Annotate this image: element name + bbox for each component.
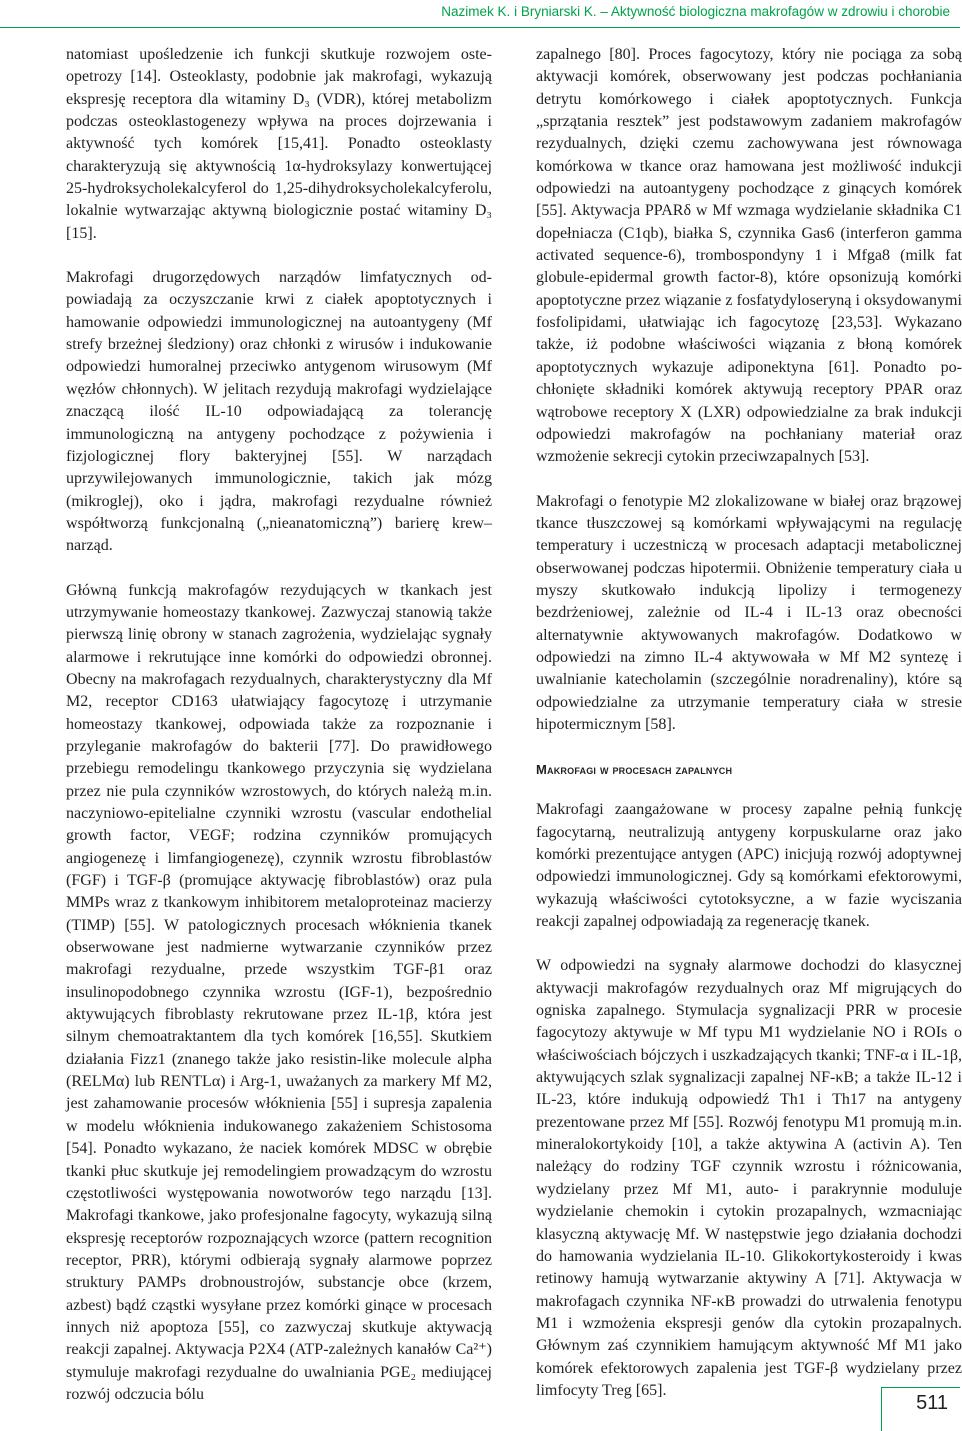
left-column <box>66 44 492 1428</box>
running-head <box>0 0 960 28</box>
right-column <box>536 44 962 1424</box>
right-paragraph-2: Makrofagi o fenotypie M2 zlokalizowane w białej oraz brązowej tkance tłuszczowej są komórkami wpływającymi na regulację temperatury i uczestniczą w procesach adaptacji metabolicznej obserwowanej podczas hipotermii. Obniżenie temperatury ciała u myszy skutkowało indukcją lipolizy i termogenezy bezdrżeniowej, zależnie od IL-4 i IL-13 oraz obecności alternatywnie aktywowanych makrofagów. Dodatkowo w odpowiedzi na zimno IL-4 aktywowała w Mf M2 syntezę i uwalnianie katecholamin (szczególnie noradrenaliny), które są odpowiedzialne za utrzymanie temperatury ciała w stresie hipotermicznym [58]. <box>536 492 962 733</box>
right-paragraph-1: zapalnego [80]. Proces fagocytozy, który nie pociąga za sobą aktywacji komórek, obserwowany jest podczas pochłaniania detrytu komórkowego i ciałek apoptotycznych. Funkcja „sprzątania resztek” jest podstawowym zadaniem makrofagów rezydualnych, dzięki czemu zachowywana jest równowaga komórkowa w tkance oraz hamowana jest możliwość indukcji odpowiedzi na autoantygeny pochodzące z ginących komórek [55]. Aktywacja PPARδ w Mf wzmaga wydzielanie składnika C1 dopełniacza (C1qb), białka S, czynnika Gas6 (interferon gamma activated sequence-6), trombospondyny 1 i Mfga8 (milk fat globule-epidermal growth factor-8), które opsonizują komórki apoptotyczne przez wiązanie z fosfatydyloseryną i oksydowanymi fosfolipidami, ułatwiając ich fagocytozę [23,53]. Wykazano także, iż podobne właściwości wiązania z błoną komórek apoptotycznych wykazuje adiponektyna [61]. Ponadto pochłonięte składniki komórek aktywują receptory PPAR oraz wątrobowe receptory X (LXR) odpowiedzialne za brak indukcji odpowiedzi makrofagów na pochłaniany materiał oraz wzmożenie sekrecji cytokin przeciwzapalnych [53]. <box>536 46 962 466</box>
page-number: 511 <box>916 1392 948 1414</box>
right-paragraph-4: W odpowiedzi na sygnały alarmowe dochodzi do klasycznej aktywacji makrofagów rezydualnych oraz Mf migrujących do ogniska zapalnego. Stymulacja sygnalizacji PRR w procesie fagocytozy aktywuje w Mf typu M1 wydzielanie NO i ROIs o właściwościach bójczych i uszkadzających tkanki; TNF-α i IL-1β, aktywujących szlak sygnalizacji zapalnej NF-κB; a także IL-12 i IL-23, które indukują odpowiedź Th1 i Th17 na antygeny prezentowane przez Mf [55]. Rozwój fenotypu M1 promują m.in. mineralokortykoidy [10], a także aktywina A (activin A). Ten należący do rodziny TGF czynnik wzrostu i różnicowania, wydzielany przez Mf M1, auto- i parakrynnie moduluje wydzielanie chemokin i cytokin prozapalnych, wzmacniając klasyczną aktywację Mf. W następstwie jego działania dochodzi do hamowania wydzielania IL-10. Glikokortykosteroidy i kwas retinowy hamują wytwarzanie aktywiny A [71]. Aktywacja w makrofagach czynnika NF-κB prowadzi do utrwalenia fenotypu M1 i wzmożenia ekspresji genów dla cytokin prozapalnych. Głównym zaś czynnikiem hamującym aktywność Mf M1 jako komórek efektorowych zapalenia jest TGF-β wydzielany przez limfocyty Treg [65]. <box>536 957 962 1399</box>
left-paragraph-2: Makrofagi drugorzędowych narządów limfatycznych odpowiadają za oczyszczanie krwi z ciałek apoptotycznych i hamowanie odpowiedzi immunologicznej na autoantygeny (Mf strefy brzeżnej śledziony) oraz chłonki z wirusów i indukowanie odpowiedzi humoralnej przeciwko antygenom wirusowym (Mf węzłów chłonnych). W jelitach rezydują makrofagi wydzielające znaczącą ilość IL-10 odpowiadającą za tolerancję immunologiczną na antygeny pochodzące z pożywienia i fizjologicznej flory bakteryjnej [55]. W narządach uprzywilejowanych immunologicznie, takich jak mózg (mikroglej), oko i jądra, makrofagi rezydualne również współtworzą funkcjonalną („nieanatomiczną”) barierę krew–narząd. <box>66 269 492 555</box>
running-head-text: Nazimek K. i Bryniarski K. – Aktywność biologiczna makrofagów w zdrowiu i chorobie <box>441 4 950 19</box>
left-paragraph-3: Główną funkcją makrofagów rezydujących w tkankach jest utrzymywanie homeostazy tkankowej. Zazwyczaj stanowią także pierwszą linię obrony w stanach zagrożenia, wydzielając sygnały alarmowe i rekrutujące inne komórki do odpowiedzi obronnej. Obecny na makrofagach rezydualnych, charakterystyczny dla Mf M2, receptor CD163 ułatwiający fagocytozę i utrzymanie homeostazy tkankowej, odpowiada także za rozpoznanie i przyleganie makrofagów do bakterii [77]. Do prawidłowego przebiegu remodelingu tkankowego przyczynia się wydzielana przez nie pula czynników wzrostowych, do których należą m.in. naczyniowo-epitelialne czynniki wzrostu (vascular endothelial growth factor, VEGF; rodzina czynników promujących angiogenezę i limfangiogenezę), czynnik wzrostu fibroblastów (FGF) i TGF-β (promujące aktywację fibroblastów) oraz pula MMPs wraz z tkankowym inhibitorem metaloproteinaz macierzy (TIMP) [55]. W patologicznych procesach włóknienia tkanek obserwowane jest nadmierne wytwarzanie czynników przez makrofagi rezydualne, przede wszystkim TGF-β1 oraz insulinopodobnego czynnika wzrostu (IGF-1), bezpośrednio aktywujących fibroblasty rekrutowane przez IL-1β, która jest silnym chemoatraktantem dla tych komórek [16,55]. Skutkiem działania Fizz1 (znanego także jako resistin-like molecule alpha (RELMα) lub RENTLα) i Arg-1, uważanych za markery Mf M2, jest zahamowanie procesów włóknienia [55] i supresja zapalenia w modelu włóknienia indukowanego zakażeniem Schistosoma [54]. Ponadto wykazano, że naciek komórek MDSC w obrębie tkanki płuc skutkuje jej remodelingiem prowadzącym do wzrostu częstotliwości występowania nowotworów tego narządu [13]. Makrofagi tkankowe, jako profesjonalne fagocyty, wykazują silną ekspresję receptorów rozpoznających wzorce (pattern recognition receptor, PRR), którymi odbierają sygnały alarmowe poprzez struktury PAMPs drobnoustrojów, substancje obce (krzem, azbest) bądź cząstki wysyłane przez komórki ginące w procesach innych niż apoptoza [55], co zazwyczaj skutkuje aktywacją reakcji zapalnej. Aktywacja P2X4 (ATP-zależnych kanałów Ca²⁺) stymuluje makrofagi rezydualne do uwalniania PGE₂ mediującej rozwój odczucia bólu <box>66 581 492 1403</box>
left-paragraph-1: natomiast upośledzenie ich funkcji skutkuje rozwojem osteopetrozy [14]. Osteoklasty, podobnie jak makrofagi, wykazują ekspresję receptora dla witaminy D₃ (VDR), której metabolizm podczas osteoklastogenezy wpływa na proces dojrzewania i aktywność tych komórek [15,41]. Ponadto osteoklasty charakteryzują się aktywnością 1α-hydroksylazy konwertującej 25-hydroksycholekalcyferol do 1,25-dihydroksycholekalcyferolu, lokalnie wytwarzając aktywną biologicznie postać witaminy D₃ [15]. <box>66 46 492 242</box>
page-number-box <box>881 1387 960 1431</box>
right-paragraph-3: Makrofagi zaangażowane w procesy zapalne pełnią funkcję fagocytarną, neutralizują antygeny korpuskularne oraz jako komórki prezentujące antygen (APC) inicjują rozwój adoptywnej odpowiedzi immunologicznej. Gdy są komórkami efektorowymi, wykazują właściwości cytotoksyczne, a w fazie wyciszania reakcji zapalnej odpowiadają za regenerację tkanek. <box>536 801 962 931</box>
section-heading: Makrofagi w procesach zapalnych <box>536 762 733 778</box>
